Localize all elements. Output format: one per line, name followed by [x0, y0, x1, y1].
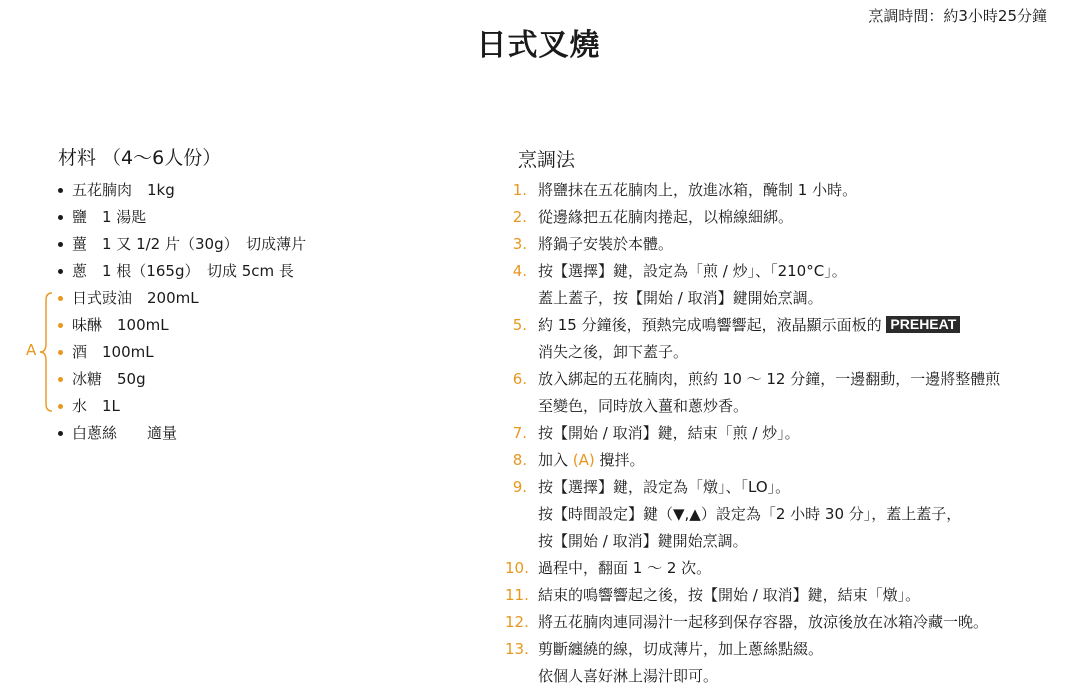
bullet-icon: [58, 269, 63, 274]
step-line: 將鍋子安裝於本體。: [538, 235, 674, 253]
step-line: 依個人喜好淋上湯汁即可。: [538, 667, 719, 685]
step-line: 過程中，翻面 1 ～ 2 次。: [538, 559, 712, 577]
step-line: 放入綁起的五花腩肉，煎約 10 ～ 12 分鐘，一邊翻動，一邊將整體煎: [538, 370, 1001, 388]
ingredient-item-group-a: [58, 366, 306, 393]
step-line: 按【開始 / 取消】鍵，結束「煎 / 炒」。: [538, 424, 800, 442]
ingredient-text: 水 1L: [72, 397, 120, 415]
step-text: [538, 636, 823, 690]
step-line: 按【選擇】鍵，設定為「燉」、「LO」。: [538, 478, 791, 496]
step-text: [538, 609, 988, 636]
step-number: 8.: [512, 451, 527, 469]
step-number: 9.: [512, 478, 527, 496]
step-item: [505, 447, 1000, 474]
ingredient-text: 鹽 1 湯匙: [72, 208, 147, 226]
step-item: [505, 204, 1000, 231]
step-number: 10.: [505, 559, 529, 577]
bullet-icon: [58, 377, 63, 382]
step-line: 將鹽抹在五花腩肉上，放進冰箱，醃制 1 小時。: [538, 181, 858, 199]
step-line: 剪斷纏繞的線，切成薄片，加上蔥絲點綴。: [538, 640, 824, 658]
step-text: [538, 258, 847, 312]
ingredient-item-group-a: [58, 339, 306, 366]
preheat-badge: PREHEAT: [886, 316, 960, 333]
ingredient-text: 五花腩肉 1kg: [72, 181, 175, 199]
step-text: [538, 447, 645, 474]
step-text: [538, 231, 673, 258]
step-text: [538, 474, 961, 555]
step-text: [538, 366, 1000, 420]
ingredient-item-group-a: [58, 393, 306, 420]
step-line: 結束的鳴響響起之後，按【開始 / 取消】鍵，結束「燉」。: [538, 586, 921, 604]
step-number: 11.: [505, 586, 529, 604]
ingredient-text: 白蔥絲 適量: [72, 424, 178, 442]
bullet-icon: [58, 188, 63, 193]
step-line: [538, 312, 960, 339]
step-item: [505, 609, 1000, 636]
group-a-reference: (A): [572, 451, 595, 469]
ingredient-text: 酒 100mL: [72, 343, 154, 361]
bullet-icon: [58, 431, 63, 436]
step-number: 6.: [512, 370, 527, 388]
ingredient-item-group-a: [58, 285, 306, 312]
step-line: 至變色，同時放入薑和蔥炒香。: [538, 397, 749, 415]
step-line: 從邊緣把五花腩肉捲起，以棉線細綁。: [538, 208, 794, 226]
ingredient-text: 薑 1 又 1/2 片（30g） 切成薄片: [72, 235, 307, 253]
step-text: [538, 204, 793, 231]
bullet-icon: [58, 215, 63, 220]
step-text: [538, 177, 857, 204]
ingredient-text: 味醂 100mL: [72, 316, 169, 334]
step-text: [538, 312, 960, 366]
step-number: 5.: [512, 316, 527, 334]
ingredient-text: 蔥 1 根（165g） 切成 5cm 長: [72, 262, 294, 280]
step-number: 1.: [512, 181, 527, 199]
step-item: [505, 636, 1000, 690]
step-item: [505, 582, 1000, 609]
step-item: [505, 312, 1000, 366]
ingredient-text: 冰糖 50g: [72, 370, 146, 388]
ingredients-list: [58, 177, 306, 447]
step-item: [505, 258, 1000, 312]
step-item: [505, 177, 1000, 204]
page-title: 日式叉燒: [476, 28, 601, 63]
ingredients-title: 材料 （4～6人份）: [58, 147, 222, 169]
method-title: 烹調法: [518, 149, 576, 171]
step-line: 按【開始 / 取消】鍵開始烹調。: [538, 532, 748, 550]
cook-time: 烹調時間：約3小時25分鐘: [868, 7, 1047, 25]
ingredient-item: [58, 177, 306, 204]
ingredient-item-group-a: [58, 312, 306, 339]
bullet-icon: [58, 296, 63, 301]
step-item: [505, 231, 1000, 258]
step-item: [505, 366, 1000, 420]
step-item: [505, 474, 1000, 555]
step-line-text: 約 15 分鐘後，預熱完成鳴響響起，液晶顯示面板的: [538, 316, 887, 334]
bullet-icon: [58, 323, 63, 328]
step-number: 12.: [505, 613, 529, 631]
step-item: [505, 555, 1000, 582]
step-text: [538, 555, 711, 582]
step-text: [538, 582, 920, 609]
step-number: 2.: [512, 208, 527, 226]
step-line: 消失之後，卸下蓋子。: [538, 343, 689, 361]
step-number: 13.: [505, 640, 529, 658]
bullet-icon: [58, 242, 63, 247]
step-number: 4.: [512, 262, 527, 280]
step-line: 蓋上蓋子，按【開始 / 取消】鍵開始烹調。: [538, 289, 823, 307]
step-line: 按【時間設定】鍵（▼,▲）設定為「2 小時 30 分」，蓋上蓋子，: [538, 505, 962, 523]
bullet-icon: [58, 350, 63, 355]
group-a-label: A: [26, 341, 37, 359]
bullet-icon: [58, 404, 63, 409]
ingredient-item: [58, 231, 306, 258]
step-line: 按【選擇】鍵，設定為「煎 / 炒」、「210°C」。: [538, 262, 847, 280]
step-line-text: 加入: [538, 451, 573, 469]
step-number: 7.: [512, 424, 527, 442]
step-number: 3.: [512, 235, 527, 253]
step-text: [538, 420, 800, 447]
ingredient-item: [58, 258, 306, 285]
method-steps: [505, 177, 1000, 690]
step-line: 將五花腩肉連同湯汁一起移到保存容器，放涼後放在冰箱冷藏一晚。: [538, 613, 989, 631]
ingredient-item: [58, 204, 306, 231]
ingredient-text: 日式豉油 200mL: [72, 289, 199, 307]
group-a-bracket: [38, 292, 56, 412]
ingredient-item: [58, 420, 306, 447]
step-line: [538, 447, 645, 474]
step-line-text: 攪拌。: [594, 451, 645, 469]
step-item: [505, 420, 1000, 447]
